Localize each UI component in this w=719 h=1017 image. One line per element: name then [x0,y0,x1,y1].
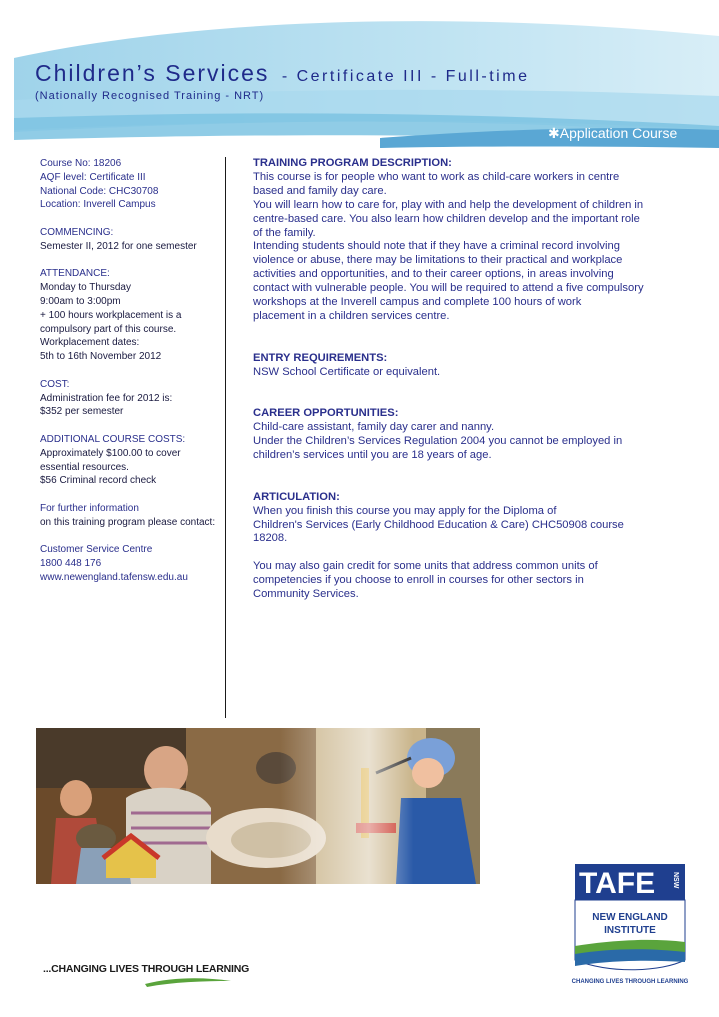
tafe-nsw-logo [571,860,689,990]
description-heading: TRAINING PROGRAM DESCRIPTION: [253,157,452,169]
description-line: of the family. [253,226,316,239]
articulation-line: 18208. [253,532,288,545]
articulation-heading: ARTICULATION: [253,490,340,503]
commencing-label: COMMENCING: [40,226,114,238]
children-playing-photo [36,728,480,884]
career-line: Under the Children’s Services Regulation 2004 you cannot be employed in [253,435,623,448]
svg-text:CHANGING LIVES THROUGH LEARNIN: CHANGING LIVES THROUGH LEARNING [571,979,689,985]
attendance-label: ATTENDANCE: [40,268,110,280]
additional-costs-1: Approximately $100.00 to cover [40,447,181,459]
further-info-2: on this training program please contact: [40,516,216,528]
description-line: placement in a children services centre. [253,309,450,322]
workplacement-note-1: + 100 hours workplacement is a [40,309,182,321]
course-number: Course No: 18206 [40,158,122,169]
workplacement-dates: 5th to 16th November 2012 [40,351,162,363]
program-description-column [253,157,683,602]
title-suffix: - Certificate III - Full-time [281,68,530,85]
entry-text: NSW School Certificate or equivalent. [253,365,441,378]
aqf-level: AQF level: Certificate III [40,171,146,183]
title-main: Children’s Services [35,60,270,86]
attendance-days: Monday to Thursday [40,282,131,294]
asterisk-icon: ✱ [548,125,560,141]
additional-costs-2: essential resources. [40,461,129,473]
contact-phone: 1800 448 176 [40,558,102,570]
contact-website: www.newengland.tafensw.edu.au [40,571,188,583]
articulation-line: When you finish this course you may apply for the Diploma of [253,504,557,517]
workplacement-note-2: compulsory part of this course. [40,323,177,335]
attendance-hours: 9:00am to 3:00pm [40,295,121,307]
description-line: contact with vulnerable people. You will be required to attend a five compulsory [253,282,644,295]
application-course-label: ✱Application Course [548,125,678,141]
entry-heading: ENTRY REQUIREMENTS: [253,351,388,364]
career-line: Child-care assistant, family day carer and nanny. [253,421,495,434]
contact-name: Customer Service Centre [40,544,153,556]
career-heading: CAREER OPPORTUNITIES: [253,407,399,420]
grass-swoosh-icon [143,975,233,989]
commencing-value: Semester II, 2012 for one semester [40,240,197,252]
svg-text:INSTITUTE: INSTITUTE [604,925,656,936]
svg-text:NSW: NSW [672,872,679,889]
description-line: based and family day care. [253,184,387,197]
page-subtitle: (Nationally Recognised Training - NRT) [35,90,265,102]
column-divider [225,157,226,718]
description-line: centre-based care. You also learn how children develop and the important role [253,212,640,225]
cost-label: COST: [40,378,70,390]
description-line: Intending students should note that if they have a criminal record involving [253,240,620,253]
description-line: activities and opportunities, and to their career options, in areas involving [253,268,614,281]
description-line: violence or abuse, there may be limitations to their practical and workplace [253,254,623,267]
career-line: children’s services until you are 18 years of age. [253,449,492,461]
national-code: National Code: CHC30708 [40,185,159,197]
description-line: This course is for people who want to work as child-care workers in centre [253,170,620,183]
workplacement-dates-label: Workplacement dates: [40,337,140,349]
additional-costs-3: $56 Criminal record check [40,475,157,487]
articulation-line: Children's Services (Early Childhood Education & Care) CHC50908 course [253,518,624,531]
location: Location: Inverell Campus [40,199,156,211]
additional-costs-label: ADDITIONAL COURSE COSTS: [40,433,186,445]
cost-line-1: Administration fee for 2012 is: [40,392,173,404]
credit-line: You may also gain credit for some units that address common units of [253,560,598,573]
course-details-column [40,157,225,585]
further-info-1: For further information [40,502,139,514]
page-title [35,60,529,87]
credit-line: Community Services. [253,588,359,601]
svg-text:TAFE: TAFE [579,867,656,900]
footer-tagline: ...CHANGING LIVES THROUGH LEARNING [43,963,249,975]
description-line: workshops at the Inverell campus and complete 100 hours of work [253,296,582,309]
credit-line: competencies if you choose to enroll in courses for other sectors in [253,574,584,587]
svg-text:NEW ENGLAND: NEW ENGLAND [592,912,668,923]
cost-line-2: $352 per semester [40,406,124,418]
description-line: You will learn how to care for, play with and help the development of children in [253,198,644,211]
